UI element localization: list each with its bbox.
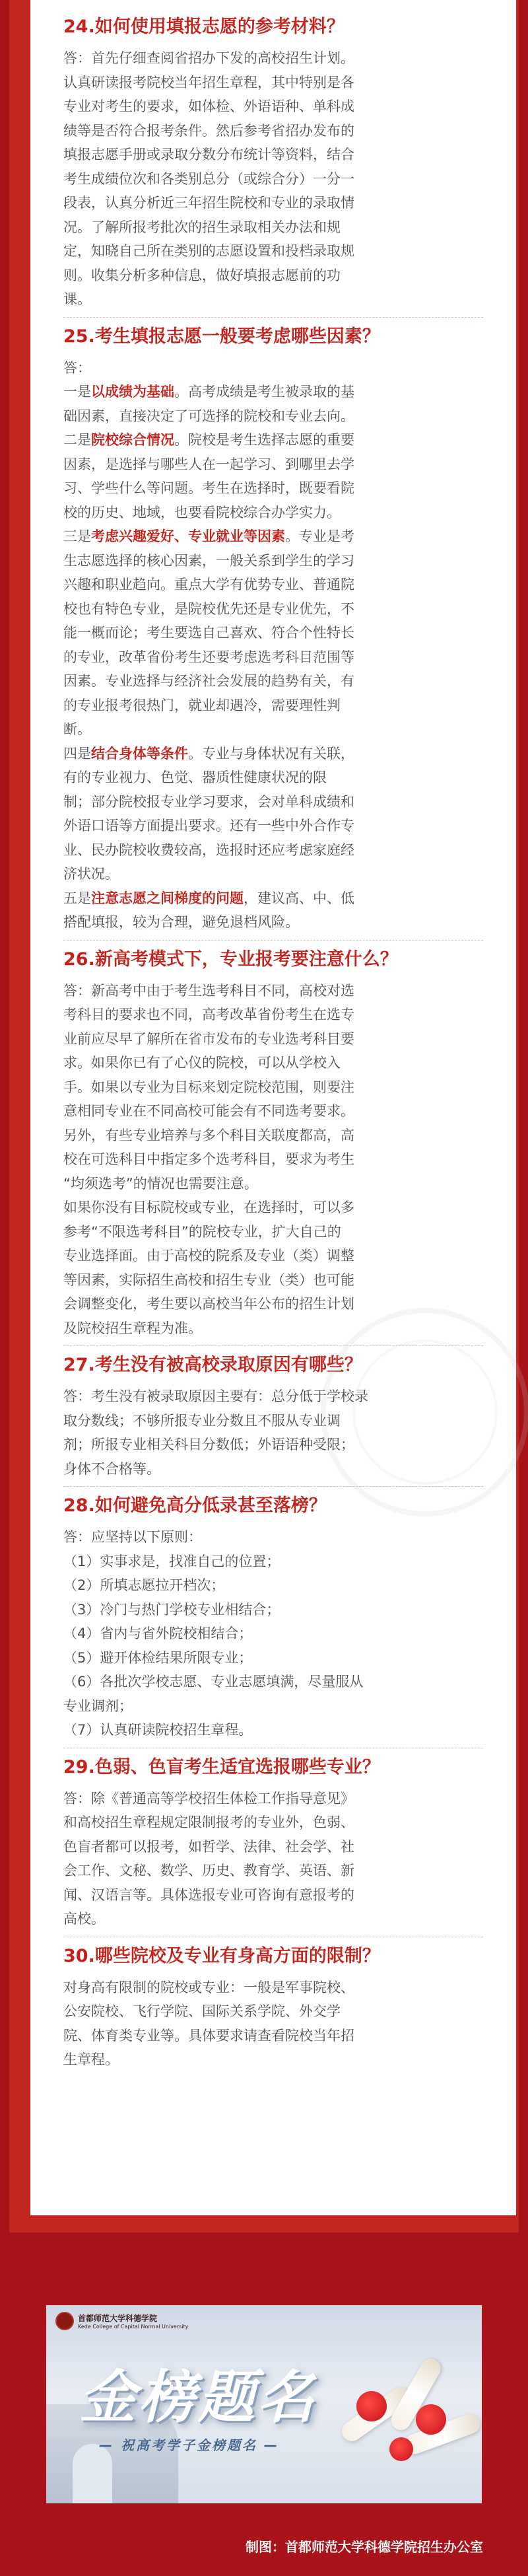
- answer-text: 。专业与身体状况有关联，: [188, 745, 354, 762]
- answer-line: 另外，有些专业培养与多个科目关联度都高，高: [63, 1127, 354, 1143]
- answer-27: [63, 1384, 483, 1481]
- school-name: 首都师范大学科德学院: [78, 2314, 158, 2323]
- divider: [63, 1345, 483, 1346]
- answer-text: 二是: [63, 432, 91, 448]
- answer-text: 能一概而论；考生要选自己喜欢、符合个性特长: [63, 625, 354, 641]
- answer-text: 业、民办院校收费较高，选报时还应考虑家庭经: [63, 841, 354, 858]
- answer-text: 生志愿选择的核心因素，一般关系到学生的学习: [63, 552, 354, 569]
- answer-line: [63, 428, 483, 452]
- answer-line: [63, 862, 483, 886]
- highlight-text: 院校综合情况: [91, 432, 174, 448]
- answer-line: [63, 838, 483, 863]
- qa-24: [63, 15, 483, 312]
- banner-title: 金榜题名: [79, 2364, 317, 2431]
- answer-line: 答：应坚持以下原则：: [63, 1529, 202, 1545]
- answer-line: [63, 717, 483, 742]
- answer-line: 取分数线；不够所报专业分数且不服从专业调: [63, 1412, 341, 1429]
- question-27: 27.考生没有被高校录取原因有哪些？: [63, 1355, 362, 1375]
- answer-text: 四是: [63, 745, 91, 762]
- answer-line: [63, 573, 483, 597]
- answer-line: [63, 669, 483, 694]
- answer-line: 院、体育类专业等。具体要求请查看院校当年招: [63, 2027, 354, 2044]
- qa-26: [63, 947, 483, 1341]
- banner-subtitle: — 祝高考学子金榜题名 —: [99, 2437, 279, 2453]
- answer-line: 闻、汉语言等。具体选报专业可咨询有意报考的: [63, 1886, 354, 1903]
- answer-line: 则。收集分析多种信息，做好填报志愿前的功: [63, 267, 341, 283]
- footer-credit: 制图：首都师范大学科德学院招生办公室: [246, 2539, 483, 2555]
- answer-line: [63, 549, 483, 573]
- answer-29: [63, 1787, 483, 1931]
- answer-text: 制；部分院校报专业学习要求，会对单科成绩和: [63, 793, 354, 810]
- answer-line: 专业调剂；: [63, 1698, 133, 1714]
- answer-line: 和高校招生章程规定限制报考的专业外，色弱、: [63, 1814, 354, 1830]
- answer-text: 。高考成绩是考生被录取的基: [174, 384, 354, 400]
- answer-line: [63, 380, 483, 404]
- answer-line: 认真研读报考院校当年招生章程，其中特别是各: [63, 74, 354, 90]
- divider: [63, 940, 483, 941]
- footer: [0, 2536, 528, 2556]
- highlight-text: 考虑兴趣爱好、专业就业等因素: [91, 528, 285, 544]
- highlight-text: 结合身体等条件: [91, 745, 188, 762]
- answer-text: 外语口语等方面提出要求。还有一些中外合作专: [63, 818, 354, 834]
- answer-text: 一是: [63, 384, 91, 400]
- answer-line: （1）实事求是，找准自己的位置；: [63, 1553, 280, 1569]
- answer-line: （7）认真研读院校招生章程。: [63, 1722, 253, 1738]
- answer-line: 填报志愿手册或录取分数分布统计等资料，结合: [63, 147, 354, 162]
- answer-line: 专业对考生的要求，如体检、外语语种、单科成: [63, 98, 354, 114]
- ribbon-bow-icon: [389, 2437, 413, 2461]
- answer-line: 如果你没有目标院校或专业，在选择时，可以多: [63, 1199, 354, 1215]
- answer-line: [63, 694, 483, 718]
- answer-line: 生章程。: [63, 2052, 119, 2067]
- answer-line: 手。如果以专业为目标来划定院校范围，则要注: [63, 1079, 354, 1095]
- answer-text: 五是: [63, 890, 91, 906]
- question-30: 30.哪些院校及专业有身高方面的限制？: [63, 1945, 380, 1966]
- answer-text: 因素。专业选择与经济社会发展的趋势有关，有: [63, 673, 354, 689]
- qa-29: [63, 1755, 483, 1931]
- answer-line: 求。如果你已有了心仪的院校，可以从学校入: [63, 1055, 341, 1071]
- answer-line: [63, 621, 483, 645]
- answer-line: [63, 742, 483, 766]
- answer-line: [63, 501, 483, 525]
- answer-line: [63, 790, 483, 814]
- answer-text: ，建议高、中、低: [244, 890, 354, 906]
- answer-line: 专业选择面。由于高校的院系及专业（类）调整: [63, 1248, 354, 1264]
- answer-25-body: [63, 380, 483, 935]
- answer-line: 及院校招生章程为准。: [63, 1320, 202, 1336]
- question-28: 28.如何避免高分低录甚至落榜？: [63, 1495, 327, 1516]
- answer-line: 答：考生没有被录取原因主要有：总分低于学校录: [63, 1388, 368, 1404]
- answer-line: 定，知晓自己所在类别的志愿设置和投档录取规: [63, 243, 354, 259]
- answer-text: 。院校是考生选择志愿的重要: [174, 432, 354, 448]
- answer-line: 剂；所报专业相关科目分数低；外语语种受限；: [63, 1437, 354, 1452]
- answer-line: [63, 766, 483, 790]
- answer-text: 。专业是考: [285, 528, 354, 544]
- divider: [63, 1486, 483, 1487]
- answer-text: 三是: [63, 528, 91, 544]
- answer-text: 兴趣和职业趋向。重点大学有优势专业、普通院: [63, 577, 354, 592]
- answer-text: 搭配填报，较为合理，避免退档风险。: [63, 914, 299, 930]
- answer-line: 等因素，实际招生高校和招生专业（类）也可能: [63, 1271, 354, 1288]
- answer-text: 校的历史、地域，也要看院校综合办学实力。: [63, 504, 341, 520]
- answer-line: 高校。: [63, 1911, 105, 1927]
- answer-line: [63, 886, 483, 911]
- answer-line: 考科目的要求也不同，高考改革省份考生在选专: [63, 1007, 354, 1022]
- answer-25-intro: 答：: [63, 359, 91, 376]
- answer-text: 因素，是选择与哪些人在一起学习、到哪里去学: [63, 456, 354, 472]
- answer-line: [63, 910, 483, 935]
- answer-24: [63, 46, 483, 312]
- answer-line: [63, 814, 483, 838]
- answer-line: 答：首先仔细查阅省招办下发的高校招生计划。: [63, 50, 354, 66]
- answer-line: 会调整变化，考生要以高校当年公布的招生计划: [63, 1296, 354, 1312]
- answer-30: [63, 1976, 483, 2072]
- answer-line: 校在可选科目中指定多个选考科目，要求为考生: [63, 1151, 354, 1167]
- answer-line: （4）省内与省外院校相结合；: [63, 1626, 253, 1641]
- answer-text: 断。: [63, 721, 91, 737]
- answer-line: [63, 524, 483, 549]
- question-25: 25.考生填报志愿一般要考虑哪些因素？: [63, 326, 380, 347]
- question-26: 26.新高考模式下，专业报考要注意什么？: [63, 948, 398, 970]
- answer-text: 的专业，改革省份考生还要考虑选考科目范围等: [63, 649, 354, 665]
- qa-28: [63, 1493, 483, 1742]
- ribbon-bow-icon: [416, 2404, 446, 2435]
- qa-25: [63, 324, 483, 935]
- answer-line: 公安院校、飞行学院、国际关系学院、外交学: [63, 2003, 341, 2019]
- question-24: 24.如何使用填报志愿的参考材料？: [63, 17, 345, 37]
- school-name-en: Kede College of Capital Normal University: [78, 2324, 189, 2330]
- answer-text: 的专业报考很热门，就业却遇冷，需要理性判: [63, 697, 341, 713]
- answer-line: 答：新高考中由于考生选考科目不同，高校对选: [63, 982, 354, 999]
- answer-line: 身体不合格等。: [63, 1460, 160, 1477]
- answer-line: 课。: [63, 291, 91, 307]
- answer-line: 色盲者都可以报考，如哲学、法律、社会学、社: [63, 1838, 354, 1855]
- answer-line: 会工作、文秘、数学、历史、教育学、英语、新: [63, 1863, 354, 1878]
- answer-text: 习、学些什么等问题。考生在选择时，既要看院: [63, 480, 354, 496]
- qa-list: [30, 0, 516, 2072]
- answer-line: 意相同专业在不同高校可能会有不同选考要求。: [63, 1103, 354, 1119]
- answer-line: [63, 404, 483, 429]
- school-logo: [55, 2312, 188, 2330]
- answer-line: 况。了解所报考批次的招生录取相关办法和规: [63, 219, 341, 235]
- answer-line: 绩等是否符合报考条件。然后参考省招办发布的: [63, 122, 354, 139]
- answer-line: [63, 597, 483, 622]
- answer-line: （6）各批次学校志愿、专业志愿填满，尽量服从: [63, 1674, 364, 1690]
- answer-text: 有的专业视力、色觉、器质性健康状况的限: [63, 769, 327, 785]
- answer-26: [63, 979, 483, 1341]
- answer-line: [63, 645, 483, 670]
- answer-line: [63, 476, 483, 501]
- highlight-text: 注意志愿之间梯度的问题: [91, 890, 244, 906]
- answer-line: （5）避开体检结果所限专业；: [63, 1649, 253, 1666]
- answer-line: 业前应尽早了解所在省市发布的专业选考科目要: [63, 1030, 354, 1047]
- answer-28: [63, 1525, 483, 1742]
- ribbon-bow-icon: [356, 2391, 387, 2421]
- answer-line: 对身高有限制的院校或专业：一般是军事院校、: [63, 1979, 354, 1995]
- answer-text: 础因素，直接决定了可选择的院校和专业去向。: [63, 408, 354, 424]
- qa-30: [63, 1944, 483, 2072]
- answer-25: [63, 356, 483, 935]
- answer-line: 段表，认真分析近三年招生院校和专业的录取情: [63, 195, 354, 211]
- answer-line: （2）所填志愿拉开档次；: [63, 1577, 225, 1593]
- answer-line: 参考“不限选考科目”的院校专业，扩大自己的: [63, 1223, 341, 1240]
- question-29: 29.色弱、色盲考生适宜选报哪些专业？: [63, 1756, 380, 1777]
- answer-line: [63, 452, 483, 477]
- highlight-text: 以成绩为基础: [91, 384, 174, 400]
- content-card: [30, 0, 516, 2215]
- school-emblem-icon: [55, 2312, 74, 2330]
- qa-27: [63, 1353, 483, 1481]
- answer-text: 校也有特色专业，是院校优先还是专业优先，不: [63, 600, 354, 617]
- answer-line: “均须选考”的情况也需要注意。: [63, 1175, 258, 1192]
- divider: [63, 317, 483, 318]
- answer-text: 济状况。: [63, 866, 119, 882]
- answer-line: 答：除《普通高等学校招生体检工作指导意见》: [63, 1790, 354, 1807]
- congrats-banner: [46, 2305, 482, 2503]
- answer-line: （3）冷门与热门学校专业相结合；: [63, 1601, 280, 1618]
- answer-line: 考生成绩位次和各类别总分（或综合分）一分一: [63, 170, 354, 187]
